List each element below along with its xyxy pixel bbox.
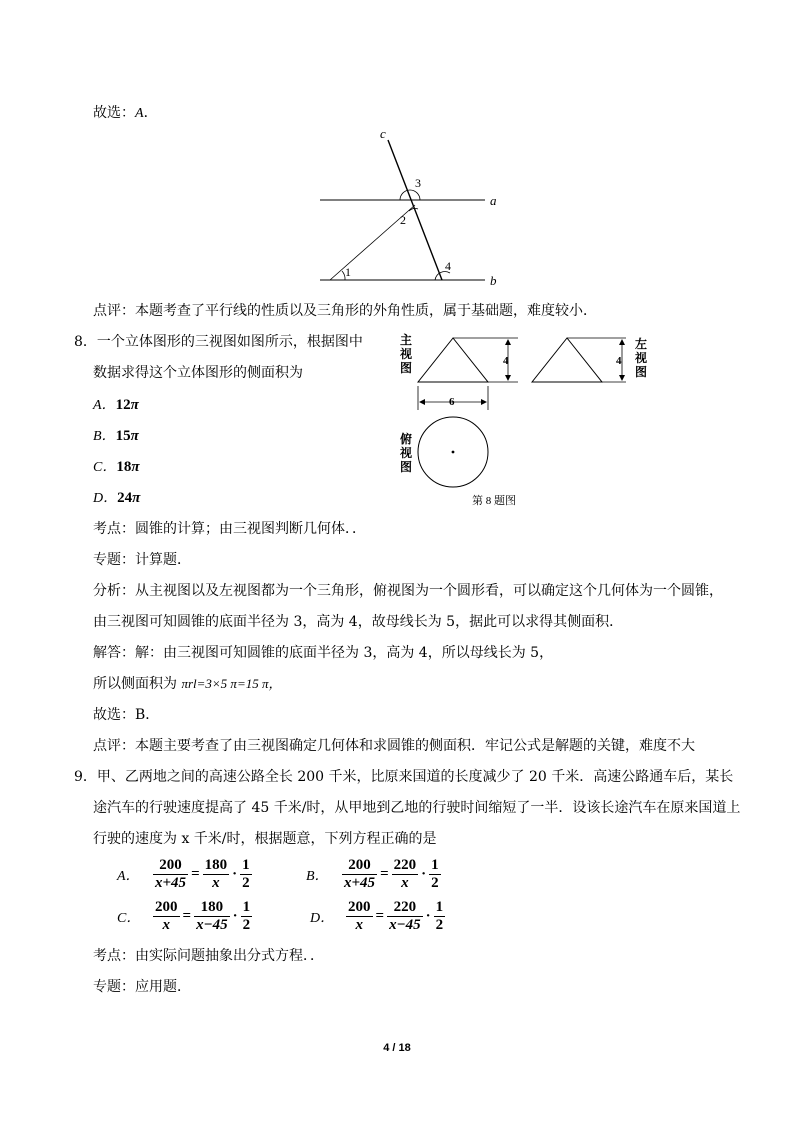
label-b: b xyxy=(490,273,497,288)
label-c: c xyxy=(380,126,386,141)
height-label-1: 4 xyxy=(503,355,509,367)
angle-2: 2 xyxy=(400,213,406,227)
svg-text:图: 图 xyxy=(635,365,648,379)
angle-3: 3 xyxy=(415,176,421,190)
q7-answer: 故选：A． xyxy=(93,105,158,121)
label-a: a xyxy=(490,193,497,208)
q9-zhuanti: 专题：应用题． xyxy=(93,979,191,995)
q8-fenxi-2: 由三视图可知圆锥的底面半径为 3，高为 4，故母线长为 5，据此可以求得其侧面积． xyxy=(93,614,624,630)
q9-option-d: D． $\frac{200}{x}$ = $\frac{220}{x-45}$ · $\frac{1}{2}$ xyxy=(310,899,444,933)
width-label: 6 xyxy=(449,396,455,408)
main-view-triangle xyxy=(418,338,488,382)
page-number: 4 / 18 xyxy=(383,1042,411,1054)
figure-caption: 第 8 题图 xyxy=(472,495,516,507)
svg-text:俯: 俯 xyxy=(400,432,413,446)
q9-stem-1: 9．甲、乙两地之间的高速公路全长 200 千米，比原来国道的长度减少了 20 千米．高速公路通车后，某长 xyxy=(74,769,734,785)
q8-zhuanti: 专题：计算题． xyxy=(93,552,191,568)
q9-kaodian: 考点：由实际问题抽象出分式方程．． xyxy=(93,948,324,964)
svg-text:图: 图 xyxy=(400,361,413,375)
svg-text:主: 主 xyxy=(400,333,413,347)
q9-option-b: B． $\frac{200}{x+45}$ = $\frac{220}{x}$ · $\frac{1}{2}$ xyxy=(306,857,439,891)
q8-kaodian: 考点：圆锥的计算；由三视图判断几何体．． xyxy=(93,521,366,537)
parallel-lines-figure xyxy=(300,125,520,290)
q8-option-a: A．12π xyxy=(93,397,139,413)
svg-text:视: 视 xyxy=(400,347,413,361)
q8-fenxi-1: 分析：从主视图以及左视图都为一个三角形，俯视图为一个圆形看，可以确定这个几何体为一个圆锥， xyxy=(93,583,723,599)
svg-text:视: 视 xyxy=(635,351,648,365)
q9-stem-3: 行驶的速度为 x 千米/时，根据题意，下列方程正确的是 xyxy=(93,831,437,847)
q8-dianping: 点评：本题主要考查了由三视图确定几何体和求圆锥的侧面积．牢记公式是解题的关键，难度不大 xyxy=(93,738,695,754)
angle-1: 1 xyxy=(345,265,351,279)
svg-text:视: 视 xyxy=(400,446,413,460)
q8-stem-1: 8．一个立体图形的三视图如图所示，根据图中 xyxy=(74,334,363,350)
line-c xyxy=(388,140,442,280)
height-label-2: 4 xyxy=(616,355,622,367)
q8-jieda-2: 所以侧面积为 πrl=3×5 π=15 π， xyxy=(93,676,282,692)
svg-text:左: 左 xyxy=(635,337,648,351)
q7-comment: 点评：本题考查了平行线的性质以及三角形的外角性质，属于基础题，难度较小． xyxy=(93,303,597,319)
svg-text:图: 图 xyxy=(400,460,413,474)
q8-option-c: C．18π xyxy=(93,459,140,475)
three-view-figure xyxy=(390,330,660,515)
q8-option-b: B．15π xyxy=(93,428,139,444)
q9-stem-2: 途汽车的行驶速度提高了 45 千米/时，从甲地到乙地的行驶时间缩短了一半．设该长途汽车在原来国道上 xyxy=(93,800,741,816)
q9-option-c: C． $\frac{200}{x}$ = $\frac{180}{x-45}$ · $\frac{1}{2}$ xyxy=(117,899,251,933)
q8-answer: 故选：B． xyxy=(93,707,160,723)
q8-stem-2: 数据求得这个立体图形的侧面积为 xyxy=(93,365,303,381)
q8-option-d: D．24π xyxy=(93,490,141,506)
q9-option-a: A． $\frac{200}{x+45}$ = $\frac{180}{x}$ · $\frac{1}{2}$ xyxy=(117,857,250,891)
angle-4: 4 xyxy=(445,259,451,273)
q8-jieda-1: 解答：解：由三视图可知圆锥的底面半径为 3，高为 4，所以母线长为 5， xyxy=(93,645,554,661)
left-view-triangle xyxy=(532,338,602,382)
